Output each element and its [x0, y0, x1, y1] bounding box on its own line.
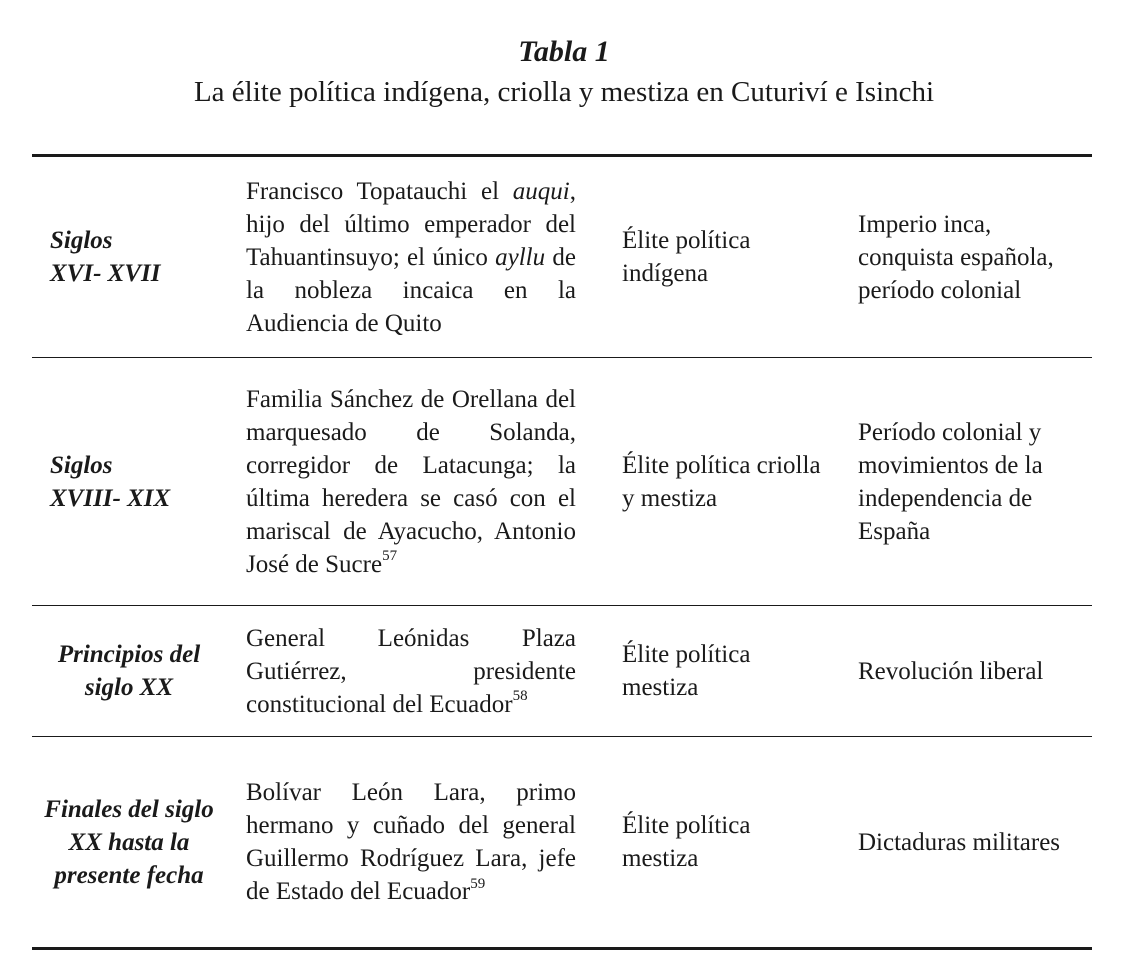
person-text: Bolívar León Lara, primo hermano y cuñado del general Guillermo Rodríguez Lara, jefe de Estado del Ecuador — [246, 779, 576, 905]
footnote-marker: 57 — [382, 548, 398, 565]
elite-cell: Élite política mestiza — [622, 641, 751, 701]
elite-table — [32, 154, 1092, 950]
period-cell: Finales del siglo XX hasta la presente fecha — [44, 795, 214, 889]
table-row — [32, 606, 1092, 737]
person-term: ayllu — [495, 243, 546, 271]
person-cell — [222, 175, 594, 340]
person-cell — [222, 776, 594, 908]
period-text: XVIII- XIX — [50, 484, 171, 512]
table-row — [32, 358, 1092, 606]
period-text: Siglos — [50, 227, 113, 254]
person-cell — [222, 383, 594, 581]
table-row — [32, 737, 1092, 947]
period-cell — [32, 224, 222, 290]
context-cell: Dictaduras militares — [858, 828, 1061, 856]
elite-cell: Élite política criolla y mestiza — [622, 451, 821, 512]
context-cell: Revolución liberal — [858, 657, 1044, 685]
person-text: Familia Sánchez de Orellana del marquesado de Solanda, corregidor de Latacunga; la última heredera se casó con el mariscal de Ayacucho, Antonio José de Sucre — [246, 385, 576, 578]
elite-cell: Élite política indígena — [622, 227, 751, 287]
table-subtitle: La élite política indígena, criolla y mestiza en Cuturiví e Isinchi — [193, 76, 935, 108]
footnote-marker: 59 — [470, 875, 486, 892]
person-cell — [222, 622, 594, 721]
person-term: auqui — [512, 177, 570, 205]
period-text: Siglos — [50, 451, 113, 479]
context-cell: Período colonial y movimientos de la independencia de España — [858, 418, 1043, 545]
elite-cell: Élite política mestiza — [622, 812, 751, 872]
person-text: Francisco Topatauchi el — [246, 177, 513, 205]
person-text: General Leónidas Plaza Gutiérrez, presidente constitucional del Ecuador — [246, 624, 576, 718]
period-cell — [32, 449, 222, 515]
footnote-marker: 58 — [512, 688, 528, 705]
table-title: Tabla 1 — [518, 35, 610, 68]
person-text: de la nobleza incaica en la Audiencia de Quito — [246, 243, 576, 337]
person-text: , hijo del último emperador del Tahuantinsuyo; el único — [246, 177, 576, 271]
context-cell: Imperio inca, conquista española, período colonial — [858, 210, 1054, 304]
period-cell: Principios del siglo XX — [57, 641, 201, 701]
table-row — [32, 157, 1092, 358]
period-text: XVI- XVII — [50, 260, 161, 287]
